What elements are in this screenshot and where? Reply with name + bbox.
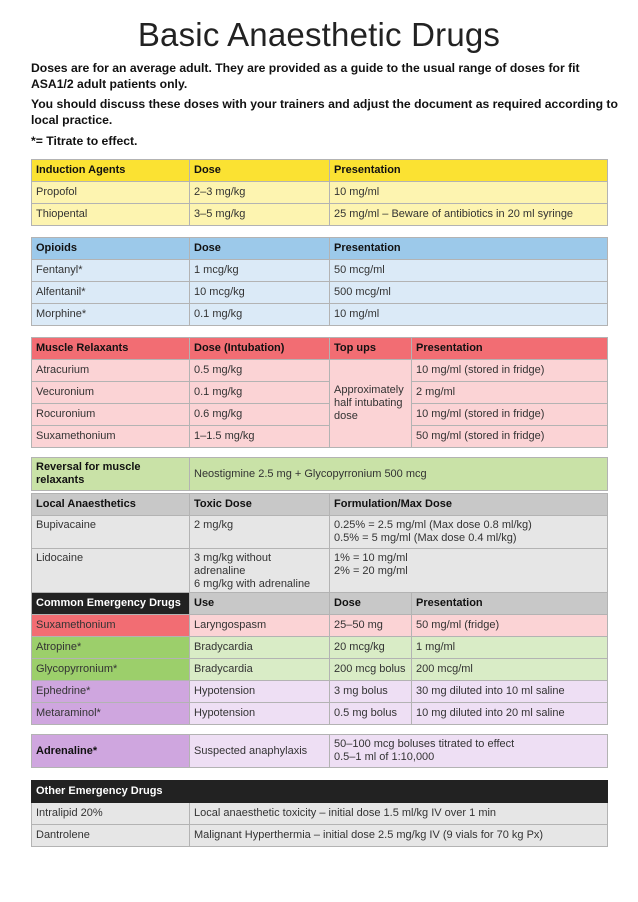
presentation-cell: 50 mcg/ml	[330, 260, 608, 282]
table-header-row	[32, 781, 608, 803]
header-cell: Presentation	[330, 238, 608, 260]
header-cell: Common Emergency Drugs	[32, 593, 190, 615]
indication-cell: Malignant Hyperthermia – initial dose 2.5 mg/kg IV (9 vials for 70 kg Px)	[190, 825, 608, 847]
table-header-row	[32, 494, 608, 516]
formulation-line: 0.5% = 5 mg/ml (Max dose 0.4 ml/kg)	[334, 532, 517, 544]
toxic-dose-cell	[190, 516, 330, 549]
table-row	[32, 426, 608, 448]
drug-name: Rocuronium	[32, 404, 190, 426]
dose-cell: 200 mcg bolus	[330, 659, 412, 681]
table-header-row	[32, 593, 608, 615]
drug-name: Ephedrine*	[32, 681, 190, 703]
dose-cell: 0.1 mg/kg	[190, 382, 330, 404]
formulation-cell	[330, 549, 608, 595]
drug-name: Fentanyl*	[32, 260, 190, 282]
header-cell: Local Anaesthetics	[32, 494, 190, 516]
formulation-line: 2% = 20 mg/ml	[334, 565, 408, 577]
table-row	[32, 260, 608, 282]
toxic-dose-line: 3 mg/kg without adrenaline	[194, 552, 272, 577]
use-cell: Hypotension	[190, 681, 330, 703]
header-cell: Dose	[330, 593, 412, 615]
header-cell: Presentation	[330, 160, 608, 182]
drug-name: Adrenaline*	[32, 735, 190, 768]
table-row	[32, 404, 608, 426]
drug-name: Metaraminol*	[32, 703, 190, 725]
table-row	[32, 735, 608, 768]
table-row	[32, 204, 608, 226]
dose-cell: 3 mg bolus	[330, 681, 412, 703]
table-row	[32, 637, 608, 659]
drug-name: Morphine*	[32, 304, 190, 326]
use-cell: Laryngospasm	[190, 615, 330, 637]
topups-cell: Approximately half intubating dose	[330, 360, 412, 448]
formulation-line: 0.25% = 2.5 mg/ml (Max dose 0.8 ml/kg)	[334, 519, 532, 531]
drug-name: Lidocaine	[32, 549, 190, 595]
induction-table	[31, 159, 608, 226]
header-cell: Induction Agents	[32, 160, 190, 182]
toxic-dose-line: 6 mg/kg with adrenaline	[194, 578, 311, 590]
drug-name: Alfentanil*	[32, 282, 190, 304]
reversal-value: Neostigmine 2.5 mg + Glycopyrronium 500 mcg	[190, 458, 608, 491]
dose-cell: 0.5 mg bolus	[330, 703, 412, 725]
local-anaesthetics-table	[31, 493, 608, 595]
table-row	[32, 803, 608, 825]
reversal-table	[31, 457, 608, 491]
table-row	[32, 615, 608, 637]
drug-name: Atropine*	[32, 637, 190, 659]
header-cell: Presentation	[412, 338, 608, 360]
table-row	[32, 182, 608, 204]
header-cell: Use	[190, 593, 330, 615]
dose-cell: 20 mcg/kg	[330, 637, 412, 659]
dose-cell: 2–3 mg/kg	[190, 182, 330, 204]
indication-cell: Local anaesthetic toxicity – initial dose 1.5 ml/kg IV over 1 min	[190, 803, 608, 825]
drug-name: Atracurium	[32, 360, 190, 382]
header-cell: Muscle Relaxants	[32, 338, 190, 360]
presentation-cell: 200 mcg/ml	[412, 659, 608, 681]
presentation-cell: 25 mg/ml – Beware of antibiotics in 20 ml syringe	[330, 204, 608, 226]
formulation-line: 1% = 10 mg/ml	[334, 552, 408, 564]
header-cell: Toxic Dose	[190, 494, 330, 516]
page-title: Basic Anaesthetic Drugs	[137, 16, 501, 53]
table-row	[32, 825, 608, 847]
table-row	[32, 549, 608, 595]
toxic-dose-line: 2 mg/kg	[194, 519, 234, 531]
table-row	[32, 458, 608, 491]
drug-name: Thiopental	[32, 204, 190, 226]
use-cell: Hypotension	[190, 703, 330, 725]
intro-discuss-note: You should discuss these doses with your trainers and adjust the document as required according to local practice.	[31, 97, 618, 127]
header-cell: Top ups	[330, 338, 412, 360]
muscle-relaxants-table	[31, 337, 608, 448]
opioids-table	[31, 237, 608, 326]
table-row	[32, 282, 608, 304]
header-cell: Other Emergency Drugs	[32, 781, 608, 803]
use-cell: Bradycardia	[190, 659, 330, 681]
dose-cell: 10 mcg/kg	[190, 282, 330, 304]
intro-dose-guidance: Doses are for an average adult. They are provided as a guide to the usual range of doses for fit ASA1/2 adult patients only.	[31, 61, 580, 91]
table-row	[32, 681, 608, 703]
presentation-cell: 10 mg diluted into 20 ml saline	[412, 703, 608, 725]
dose-cell: 1–1.5 mg/kg	[190, 426, 330, 448]
dose-cell: 1 mcg/kg	[190, 260, 330, 282]
presentation-cell: 1 mg/ml	[412, 637, 608, 659]
other-emergency-drugs-table	[31, 780, 608, 847]
dose-line: 0.5–1 ml of 1:10,000	[334, 751, 435, 763]
presentation-cell: 30 mg diluted into 10 ml saline	[412, 681, 608, 703]
drug-name: Suxamethonium	[32, 615, 190, 637]
presentation-cell: 500 mcg/ml	[330, 282, 608, 304]
intro-titrate-note: *= Titrate to effect.	[31, 134, 138, 148]
dose-cell: 3–5 mg/kg	[190, 204, 330, 226]
drug-name: Vecuronium	[32, 382, 190, 404]
table-header-row	[32, 160, 608, 182]
drug-name: Suxamethonium	[32, 426, 190, 448]
header-cell: Opioids	[32, 238, 190, 260]
emergency-drugs-table	[31, 592, 608, 725]
formulation-cell	[330, 516, 608, 549]
table-header-row	[32, 338, 608, 360]
reversal-label: Reversal for muscle relaxants	[32, 458, 190, 491]
dose-cell: 0.5 mg/kg	[190, 360, 330, 382]
drug-name: Propofol	[32, 182, 190, 204]
presentation-cell: 2 mg/ml	[412, 382, 608, 404]
adrenaline-table	[31, 734, 608, 768]
presentation-cell: 10 mg/ml	[330, 304, 608, 326]
drug-name: Glycopyrronium*	[32, 659, 190, 681]
dose-cell: 0.1 mg/kg	[190, 304, 330, 326]
presentation-cell: 10 mg/ml (stored in fridge)	[412, 404, 608, 426]
dose-cell: 0.6 mg/kg	[190, 404, 330, 426]
table-row	[32, 304, 608, 326]
table-row	[32, 516, 608, 549]
table-row	[32, 382, 608, 404]
header-cell: Formulation/Max Dose	[330, 494, 608, 516]
presentation-cell: 10 mg/ml (stored in fridge)	[412, 360, 608, 382]
table-row	[32, 703, 608, 725]
header-cell: Dose	[190, 160, 330, 182]
dose-cell	[330, 735, 608, 768]
dose-line: 50–100 mcg boluses titrated to effect	[334, 738, 515, 750]
drug-name: Intralipid 20%	[32, 803, 190, 825]
drug-name: Bupivacaine	[32, 516, 190, 549]
header-cell: Presentation	[412, 593, 608, 615]
table-header-row	[32, 238, 608, 260]
use-cell: Bradycardia	[190, 637, 330, 659]
dose-cell: 25–50 mg	[330, 615, 412, 637]
header-cell: Dose (Intubation)	[190, 338, 330, 360]
table-row	[32, 360, 608, 382]
table-row	[32, 659, 608, 681]
header-cell: Dose	[190, 238, 330, 260]
drug-name: Dantrolene	[32, 825, 190, 847]
presentation-cell: 50 mg/ml (fridge)	[412, 615, 608, 637]
presentation-cell: 50 mg/ml (stored in fridge)	[412, 426, 608, 448]
toxic-dose-cell	[190, 549, 330, 595]
presentation-cell: 10 mg/ml	[330, 182, 608, 204]
use-cell: Suspected anaphylaxis	[190, 735, 330, 768]
